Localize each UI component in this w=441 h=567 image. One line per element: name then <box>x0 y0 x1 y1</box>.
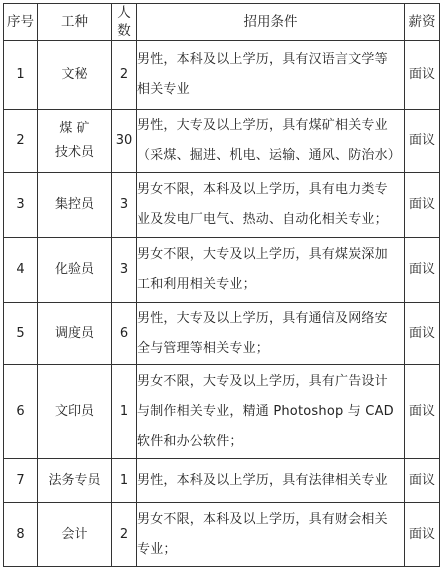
requirement-line: 软件和办公软件； <box>137 433 243 449</box>
job-line: 会计 <box>61 526 88 542</box>
header-row <box>4 4 440 41</box>
row-count: 2 <box>112 503 137 567</box>
row-index: 5 <box>4 303 38 365</box>
header-salary: 薪资 <box>405 4 440 41</box>
row-salary: 面议 <box>405 110 440 173</box>
recruitment-table <box>3 3 440 567</box>
requirement-line: 男性，本科及以上学历，具有法律相关专业 <box>137 472 388 488</box>
requirement-line: 男女不限，大专及以上学历，具有煤炭深加 <box>137 247 388 262</box>
row-requirements <box>137 503 405 567</box>
row-job <box>38 303 112 365</box>
row-salary: 面议 <box>405 303 440 365</box>
row-count: 1 <box>112 459 137 503</box>
requirement-line: 工和利用相关专业； <box>137 277 256 292</box>
job-line: 调度员 <box>54 325 94 341</box>
row-job <box>38 503 112 567</box>
row-job <box>38 459 112 503</box>
requirement-line: 全与管理等相关专业； <box>137 340 270 356</box>
row-index: 3 <box>4 173 38 238</box>
row-index: 6 <box>4 365 38 459</box>
table-row <box>4 503 440 567</box>
requirement-line: 相关专业 <box>137 82 190 97</box>
table-row <box>4 459 440 503</box>
row-requirements <box>137 110 405 173</box>
row-salary: 面议 <box>405 238 440 303</box>
row-job <box>38 110 112 173</box>
requirement-line: （采煤、掘进、机电、运输、通风、防治水） <box>137 148 402 163</box>
row-salary: 面议 <box>405 503 440 567</box>
row-salary: 面议 <box>405 365 440 459</box>
row-requirements <box>137 41 405 110</box>
table-row <box>4 173 440 238</box>
row-index: 8 <box>4 503 38 567</box>
row-job <box>38 238 112 303</box>
job-line: 技术员 <box>54 145 94 160</box>
row-requirements <box>137 173 405 238</box>
job-line: 文秘 <box>61 67 88 82</box>
job-line: 法务专员 <box>48 472 101 488</box>
job-line: 煤 矿 <box>59 121 90 136</box>
row-count: 1 <box>112 365 137 459</box>
requirement-line: 专业； <box>137 541 177 557</box>
requirement-line: 男女不限，本科及以上学历，具有财会相关 <box>137 511 388 527</box>
row-index: 7 <box>4 459 38 503</box>
header-index: 序号 <box>4 4 38 41</box>
row-index: 4 <box>4 238 38 303</box>
row-count: 3 <box>112 238 137 303</box>
row-count: 2 <box>112 41 137 110</box>
header-requirements: 招用条件 <box>137 4 405 41</box>
job-line: 文印员 <box>54 403 94 419</box>
table-row <box>4 41 440 110</box>
row-salary: 面议 <box>405 459 440 503</box>
row-salary: 面议 <box>405 41 440 110</box>
table-row <box>4 110 440 173</box>
header-count: 人数 <box>112 4 137 41</box>
row-count: 3 <box>112 173 137 238</box>
header-job: 工种 <box>38 4 112 41</box>
requirement-line: 与制作相关专业，精通 Photoshop 与 CAD <box>137 403 394 419</box>
job-line: 集控员 <box>54 197 94 212</box>
row-job <box>38 173 112 238</box>
row-salary: 面议 <box>405 173 440 238</box>
requirement-line: 男性，大专及以上学历，具有通信及网络安 <box>137 310 388 326</box>
row-requirements <box>137 459 405 503</box>
table-row <box>4 303 440 365</box>
row-index: 2 <box>4 110 38 173</box>
row-requirements <box>137 365 405 459</box>
requirement-line: 男女不限，大专及以上学历，具有广告设计 <box>137 373 388 389</box>
requirement-line: 男性，大专及以上学历，具有煤矿相关专业 <box>137 118 388 133</box>
table-row <box>4 238 440 303</box>
table-row <box>4 365 440 459</box>
requirement-line: 男女不限，本科及以上学历，具有电力类专 <box>137 182 388 197</box>
row-requirements <box>137 238 405 303</box>
row-count: 6 <box>112 303 137 365</box>
row-count: 30 <box>112 110 137 173</box>
row-job <box>38 41 112 110</box>
requirement-line: 男性，本科及以上学历，具有汉语言文学等 <box>137 52 388 67</box>
job-line: 化验员 <box>54 262 94 277</box>
requirement-line: 业及发电厂电气、热动、自动化相关专业； <box>137 212 388 227</box>
row-index: 1 <box>4 41 38 110</box>
row-requirements <box>137 303 405 365</box>
row-job <box>38 365 112 459</box>
